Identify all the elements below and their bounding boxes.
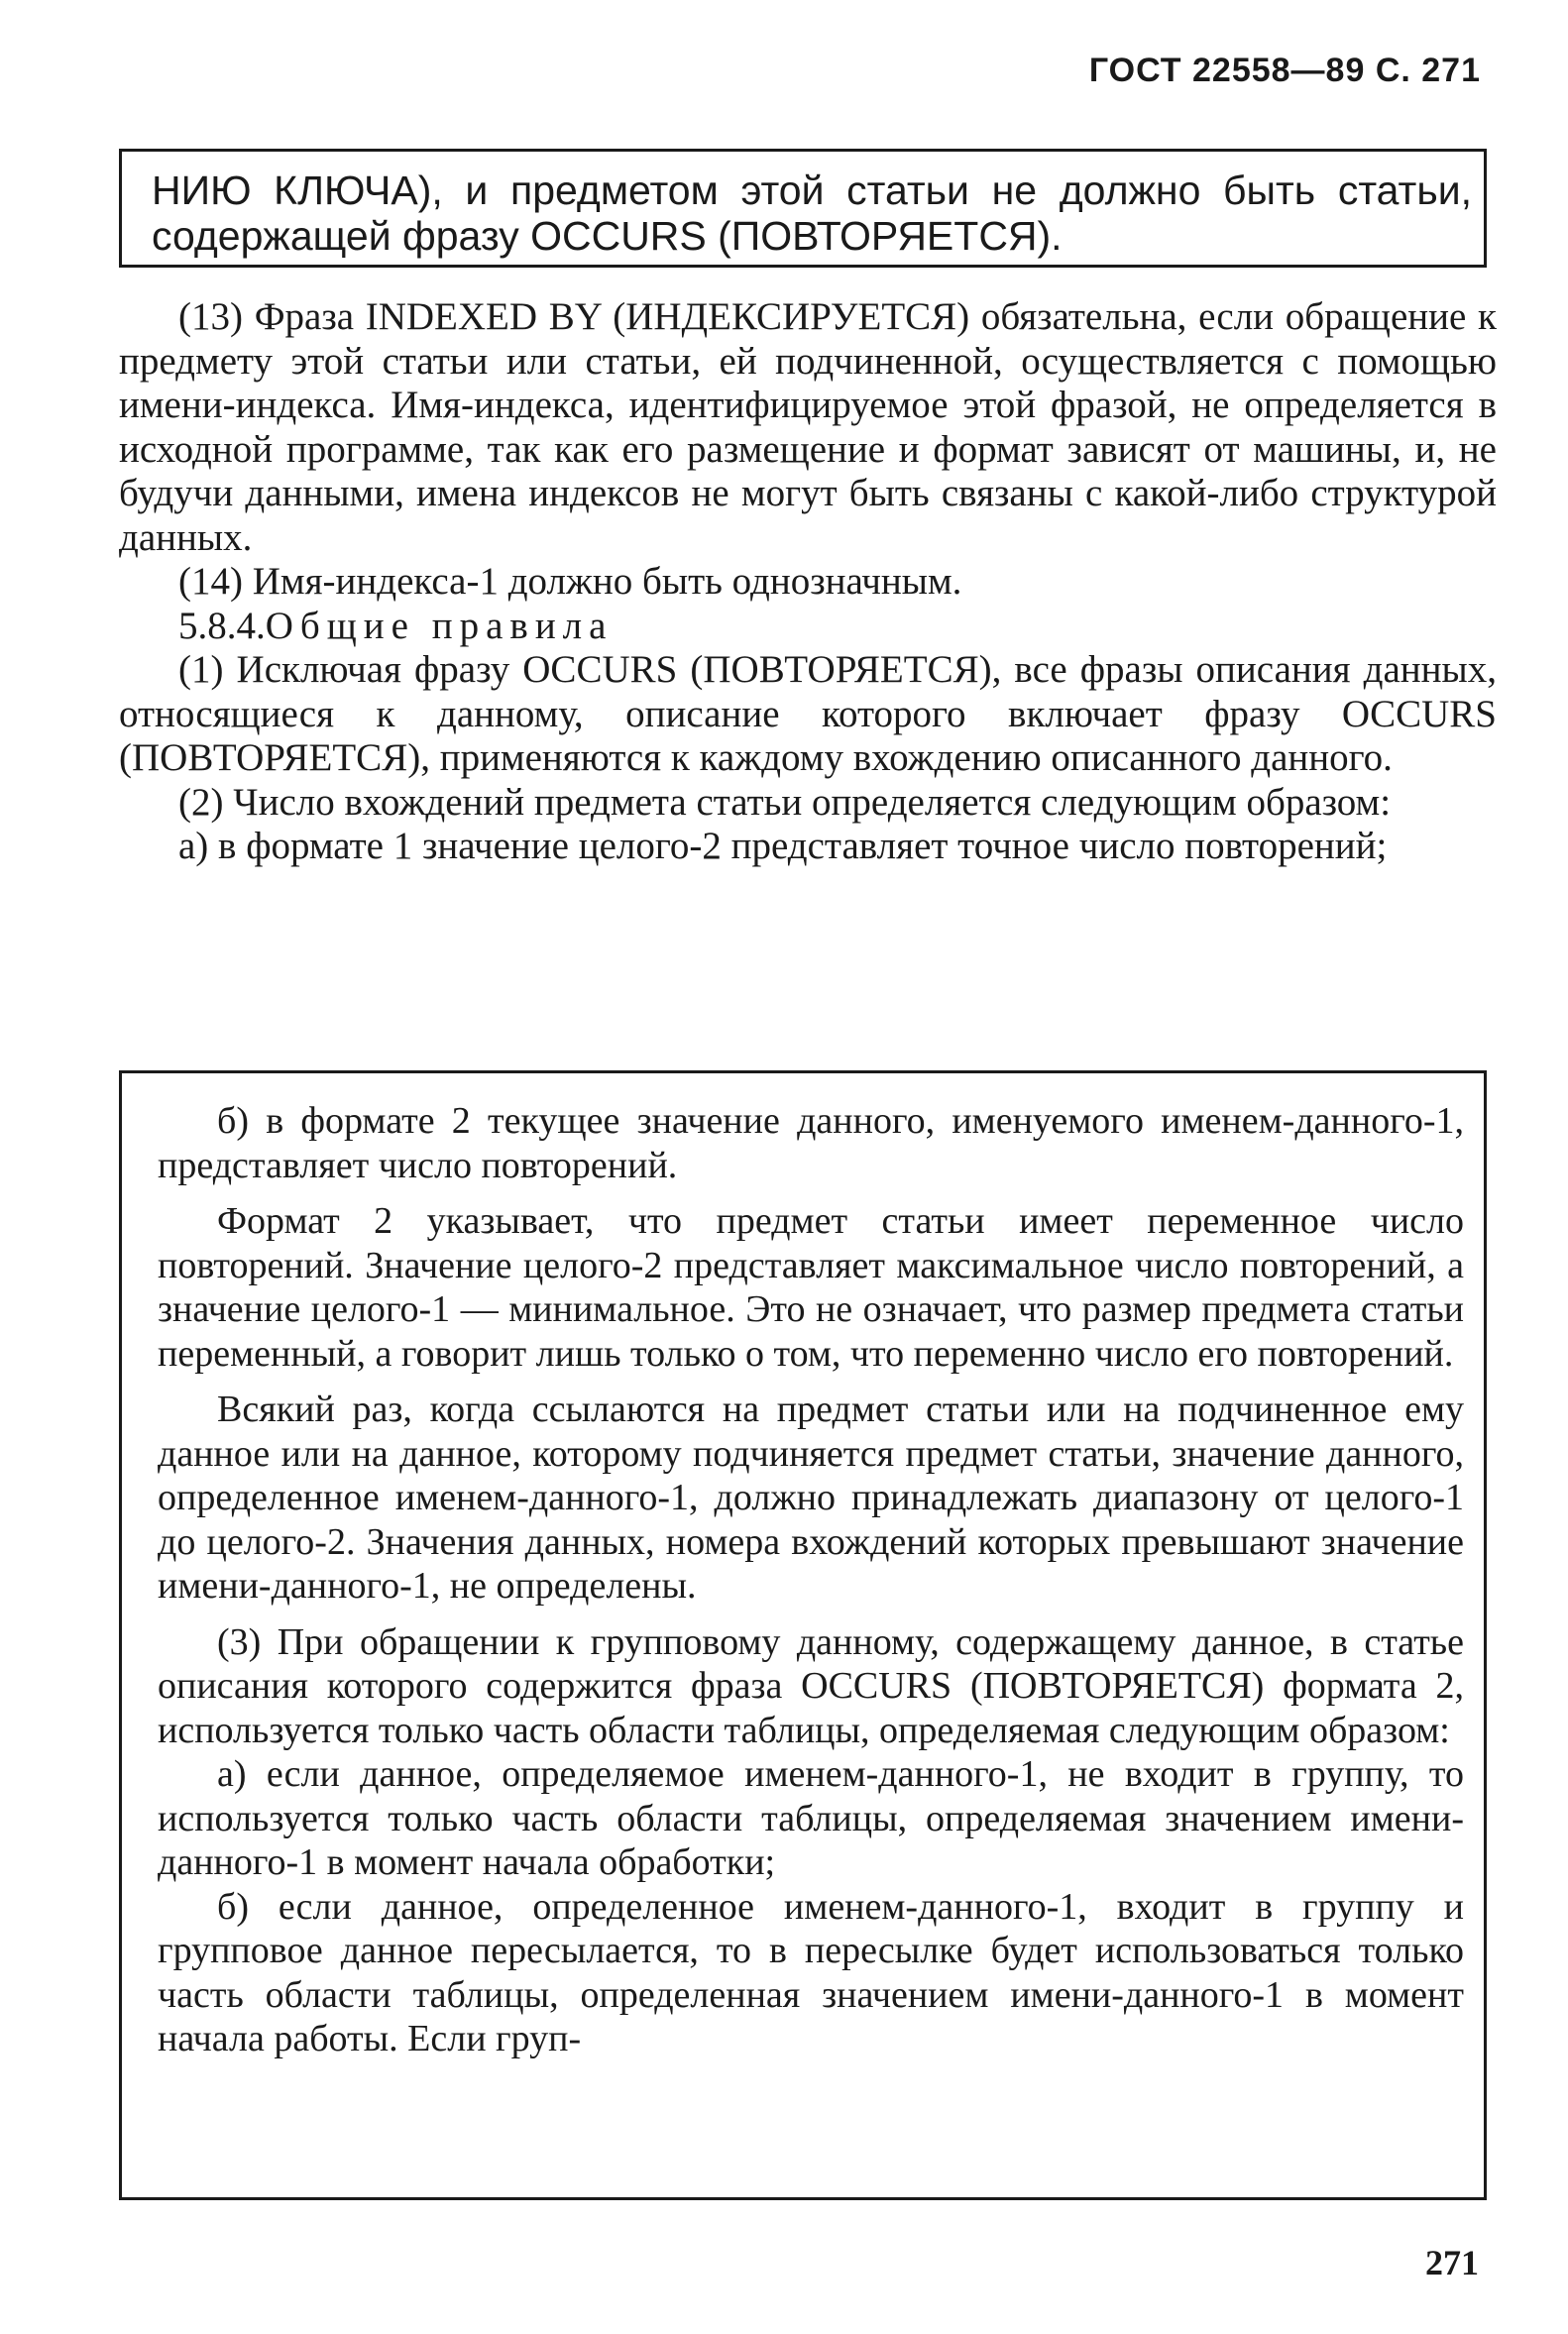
boxed-section-bottom [119,1070,1487,2200]
rule-2b: б) в формате 2 текущее значение данного, именуемого именем-данного-1, представляет число повторений. [158,1100,1464,1186]
section-heading [119,605,1497,649]
rule-2a: а) в формате 1 значение целого-2 представляет точное число повторений; [178,825,1388,867]
continuation-text: НИЮ КЛЮЧА), и предметом этой статьи не должно быть статьи, содержащей фразу OCCURS (ПОВТОРЯЕТСЯ). [152,167,1472,259]
paragraph-14: (14) Имя-индекса-1 должно быть однозначным. [178,560,962,603]
paragraph-13: (13) Фраза INDEXED BY (ИНДЕКСИРУЕТСЯ) обязательна, если обращение к предмету этой статьи или статьи, ей подчиненной, осуществляется с помощью имени-индекса. Имя-индекса, идентифицируемое этой фразой, не определяется в исходной программе, так как его размещение и формат зависят от машины, и, не будучи данными, имена индексов не могут быть связаны с какой-либо структурой данных. [119,295,1497,559]
each-time-paragraph: Всякий раз, когда ссылаются на предмет статьи или на подчиненное ему данное или на данное, которому подчиняется предмет статьи, значение данного, определенное именем-данного-1, должно принадлежать диапазону от целого-1 до целого-2. Значения данных, номера вхождений которых превышают значение имени-данного-1, не определены. [158,1389,1464,1607]
running-head: ГОСТ 22558—89 С. 271 [1088,52,1481,89]
format2-paragraph: Формат 2 указывает, что предмет статьи имеет переменное число повторений. Значение целого-2 представляет максимальное число повторений, а значение целого-1 — минимальное. Это не означает, что размер предмета статьи переменный, а говорит лишь только о том, что переменно число его повторений. [158,1200,1464,1375]
section-title: Общие правила [265,604,614,647]
rule-1: (1) Исключая фразу OCCURS (ПОВТОРЯЕТСЯ), все фразы описания данных, относящиеся к данному, описание которого включает фразу OCCURS (ПОВТОРЯЕТСЯ), применяются к каждому вхождению описанного данного. [119,648,1497,779]
rule-3: (3) При обращении к групповому данному, содержащему данное, в статье описания которого содержится фраза OCCURS (ПОВТОРЯЕТСЯ) формата 2, используется только часть области таблицы, определяемая следующим образом: [158,1620,1464,1751]
rule-3a: а) если данное, определяемое именем-данного-1, не входит в группу, то используется только часть области таблицы, определяемая значением имени-данного-1 в момент начала обработки; [158,1753,1464,1883]
rule-2: (2) Число вхождений предмета статьи определяется следующим образом: [178,780,1392,824]
rule-3b: б) если данное, определенное именем-данного-1, входит в группу и групповое данное пересылается, то в пересылке будет использоваться только часть области таблицы, определенная значением имени-данного-1 в момент начала работы. Если груп- [158,1885,1464,2059]
main-body [119,295,1497,869]
page-number: 271 [1425,2243,1479,2282]
boxed-continuation-top [119,149,1487,268]
section-number: 5.8.4. [178,604,266,647]
